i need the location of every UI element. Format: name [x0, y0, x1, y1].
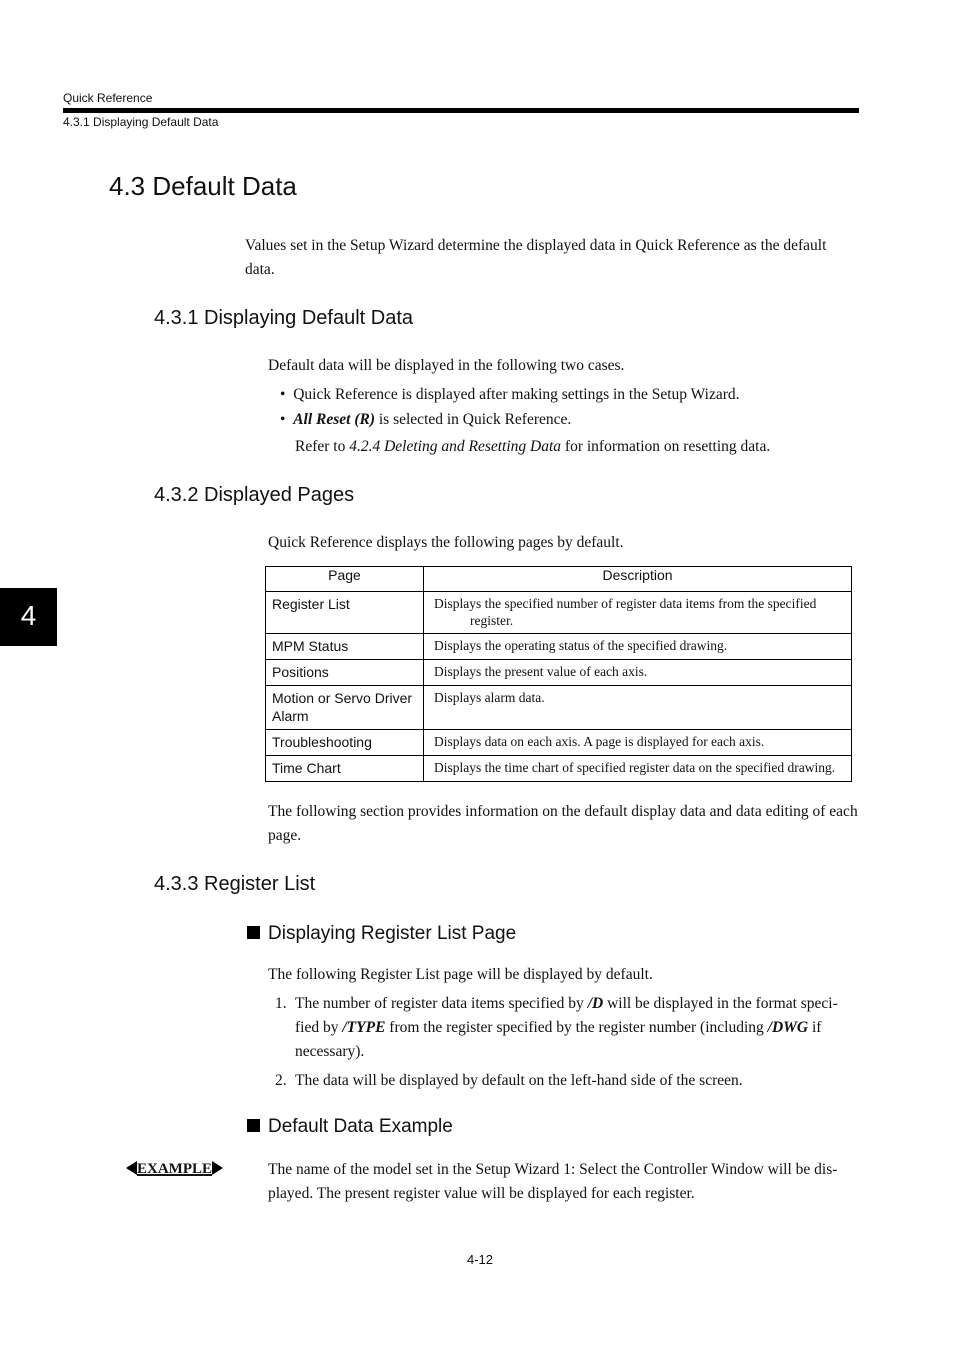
table-cell-description [424, 660, 852, 686]
table-cell-description [424, 730, 852, 756]
numbered-item-text: The data will be displayed by default on the left-hand side of the screen. [295, 1072, 743, 1089]
subsection-title-4-3-2: 4.3.2 Displayed Pages [154, 484, 355, 506]
table-row [266, 592, 852, 634]
example-text: The name of the model set in the Setup Wizard 1: Select the Controller Window will be dis-played. The present register value will be displayed for each register. [268, 1161, 838, 1202]
paragraph-after-table: The following section provides information on the default display data and data editing of each page. [268, 803, 858, 844]
heading-default-data-example [247, 1116, 453, 1138]
item-text: will be displayed in the format speci-fied by [295, 995, 838, 1036]
table-cell-page: Register List [266, 592, 424, 634]
table-row [266, 660, 852, 686]
header-rule [63, 108, 859, 113]
table-cell-description [424, 686, 852, 730]
bullet-item: • Quick Reference is displayed after making settings in the Setup Wizard. [280, 386, 740, 403]
heading-text: Default Data Example [268, 1116, 453, 1137]
cross-reference-link[interactable]: 4.2.4 Deleting and Resetting Data [349, 438, 562, 455]
running-header-section: 4.3.1 Displaying Default Data [63, 115, 219, 129]
page-number: 4-12 [466, 1252, 494, 1267]
subsection-intro-4-3-1: Default data will be displayed in the following two cases. [268, 357, 625, 374]
heading-displaying-register-list [247, 923, 516, 945]
table-cell-page: Motion or Servo Driver Alarm [266, 686, 424, 730]
square-bullet-icon [247, 926, 260, 939]
reference-post: for information on resetting data. [561, 438, 771, 455]
section-intro: Values set in the Setup Wizard determine the displayed data in Quick Reference as the default data. [245, 237, 827, 278]
description-text: Displays the operating status of the specified drawing. [434, 638, 728, 653]
example-marker [126, 1161, 223, 1178]
triangle-right-icon [212, 1161, 223, 1175]
table-cell-page: Positions [266, 660, 424, 686]
displayed-pages-table [265, 566, 852, 782]
heading-text: Displaying Register List Page [268, 923, 517, 944]
table-row [266, 730, 852, 756]
table-cell-page: Troubleshooting [266, 730, 424, 756]
numbered-item-number: 2. [275, 1072, 287, 1089]
reference-pre: Refer to [295, 438, 350, 455]
table-cell-description [424, 634, 852, 660]
running-header-chapter: Quick Reference [63, 91, 153, 105]
menu-command: All Reset (R) [293, 411, 375, 428]
table-cell-description [424, 592, 852, 634]
subsection-title-4-3-3: 4.3.3 Register List [154, 873, 316, 895]
item-text: The number of register data items specified by [295, 995, 588, 1012]
table-header-page: Page [266, 567, 424, 592]
table-row [266, 756, 852, 782]
table-header-description: Description [424, 567, 852, 592]
bullet-item: • All Reset (R) is selected in Quick Reference. [280, 411, 572, 428]
option-dwg: /DWG [767, 1019, 809, 1036]
bullet-text: Quick Reference is displayed after making settings in the Setup Wizard. [293, 386, 740, 403]
description-text: Displays data on each axis. A page is displayed for each axis. [434, 734, 765, 749]
description-text: Displays alarm data. [434, 690, 545, 705]
table-row [266, 686, 852, 730]
item-text: if necessary). [295, 1019, 822, 1060]
table-cell-page: Time Chart [266, 756, 424, 782]
example-label: EXAMPLE [137, 1161, 212, 1177]
subsection-title-4-3-1: 4.3.1 Displaying Default Data [154, 307, 414, 329]
option-type: /TYPE [342, 1019, 386, 1036]
table-cell-description [424, 756, 852, 782]
numbered-item-number: 1. [275, 995, 287, 1012]
numbered-item-text [295, 992, 858, 1064]
square-bullet-icon [247, 1119, 260, 1132]
bullet-text: is selected in Quick Reference. [375, 411, 572, 428]
register-list-intro: The following Register List page will be displayed by default. [268, 966, 653, 983]
table-header-row [266, 567, 852, 592]
table-row [266, 634, 852, 660]
table-cell-page: MPM Status [266, 634, 424, 660]
section-title: 4.3 Default Data [109, 171, 297, 201]
description-text: Displays the present value of each axis. [434, 664, 648, 679]
subsection-intro-4-3-2: Quick Reference displays the following pages by default. [268, 534, 624, 551]
triangle-left-icon [126, 1161, 137, 1175]
chapter-tab: 4 [0, 588, 57, 646]
description-text: Displays the time chart of specified register data on the specified drawing. [434, 760, 836, 775]
option-d: /D [587, 995, 604, 1012]
item-text: from the register specified by the register number (including [385, 1019, 768, 1036]
description-text: Displays the specified number of register data items from the specified register. [434, 596, 817, 628]
reference-note [295, 435, 770, 459]
